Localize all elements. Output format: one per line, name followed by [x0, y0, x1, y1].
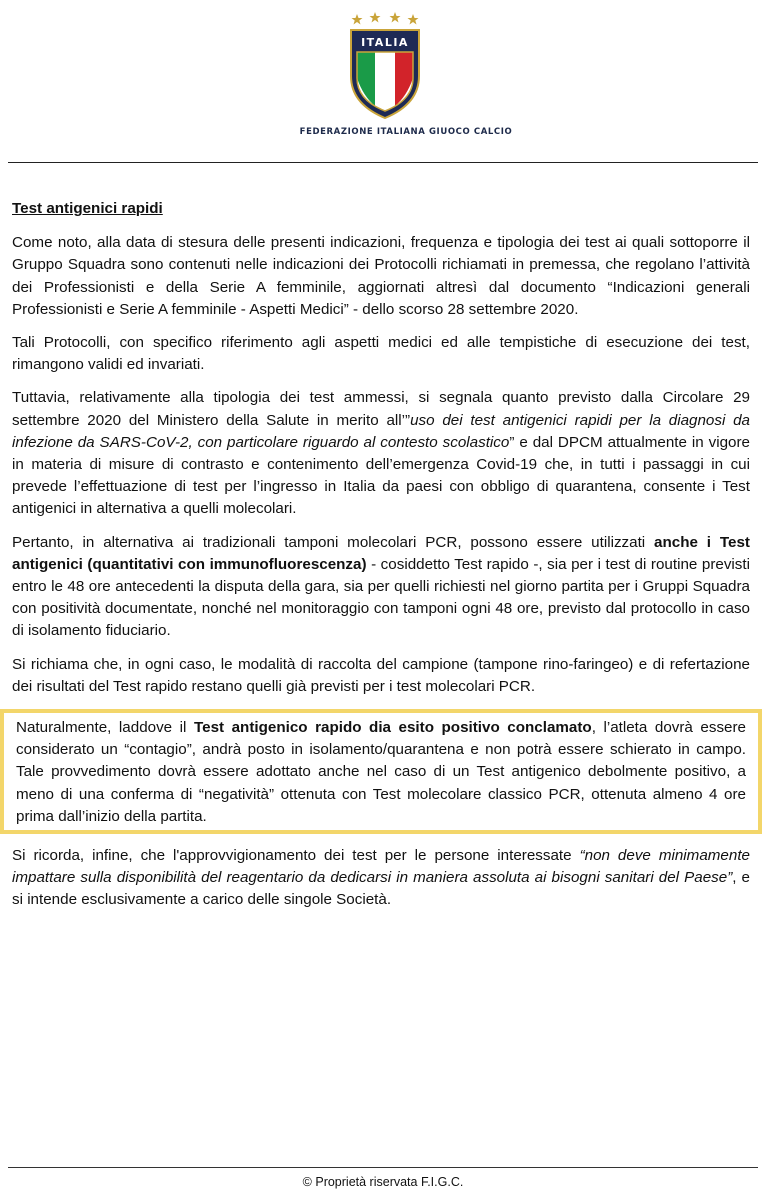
logo-text: ITALIA [361, 36, 409, 49]
paragraph-5: Si richiama che, in ogni caso, le modalità di raccolta del campione (tampone rino-faringeo) e di refertazione dei risultati del Test rapido restano quelli già previsti per i test molecolari PCR. [12, 655, 750, 695]
paragraph-7: Si ricorda, infine, che l'approvvigionamento dei test per le persone interessate “non deve minimamente impattare sulla disponibilità del reagentario da dedicarsi in maniera assoluta ai bisogni sanitari del Paese”, e si intende esclusivamente a carico delle singole Società. [12, 847, 751, 909]
paragraph-6: Naturalmente, laddove il Test antigenico rapido dia esito positivo conclamato, l’atleta dovrà essere considerato un “contagio”, andrà posto in isolamento/quarantena e non potrà essere schierato in campo. Tale provvedimento dovrà essere adottato anche nel caso di un Test antigenico debolmente positivo, a meno di una conferma di “negatività” ottenuta con Test molecolare classico PCR, ottenuta almeno 4 ore prima dall’inizio della partita. [16, 719, 747, 825]
bold-phrase: anche i Test antigenici (quantitativi con immunofluorescenza) [12, 533, 750, 573]
italic-quote: “non deve minimamente impattare sulla disponibilità del reagentario da dedicarsi in maniera assoluta ai bisogni sanitari del Paese” [12, 847, 750, 887]
footer-copyright: © Proprietà riservata F.I.G.C. [302, 1175, 464, 1189]
section-title: Test antigenici rapidi [12, 200, 163, 217]
paragraph-3: Tuttavia, relativamente alla tipologia dei test ammessi, si segnala quanto previsto dalla Circolare 29 settembre 2020 del Ministero della Salute in merito all’”uso dei test antigenici rapidi per la diagnosi da infezione da SARS-CoV-2, con particolare riguardo al contesto scolastico” e dal DPCM attualmente in vigore in materia di misure di contrasto e contenimento dell’emergenza Covid-19 che, in tutti i passaggi in cui prevede l’effettuazione di test per l’ingresso in Italia da paesi con obbligo di quarantena, consente i Test antigenici in alternativa a quelli molecolari. [12, 389, 751, 518]
footer-divider [8, 1167, 758, 1168]
italic-quote: uso dei test antigenici rapidi per la diagnosi da infezione da SARS-CoV-2, con particolare riguardo al contesto scolastico [12, 411, 751, 451]
highlighted-paragraph-box [0, 709, 762, 834]
header-divider [8, 162, 758, 163]
organization-name: FEDERAZIONE ITALIANA GIUOCO CALCIO [299, 127, 513, 137]
figc-logo [345, 8, 425, 120]
document-body [12, 198, 750, 923]
paragraph-4: Pertanto, in alternativa ai tradizionali tamponi molecolari PCR, possono essere utilizzati anche i Test antigenici (quantitativi con immunofluorescenza) - cosiddetto Test rapido -, sia per i test di routine previsti entro le 48 ore antecedenti la disputa della gara, sia per quelli richiesti nel giorno partita per i Gruppi Squadra con positività documentate, nonché nel monitoraggio con tamponi ogni 48 ore, previsto dal protocollo in caso di isolamento fiduciario. [12, 533, 750, 640]
paragraph-1: Come noto, alla data di stesura delle presenti indicazioni, frequenza e tipologia dei test ai quali sottoporre il Gruppo Squadra sono contenuti nelle indicazioni dei Protocolli richiamati in premessa, che regolano l’attività dei Professionisti e della Serie A femminile, aggiornati altresì dal documento “Indicazioni generali Professionisti e Serie A femminile - Aspetti Medici” - dello scorso 28 settembre 2020. [12, 234, 750, 318]
paragraph-2: Tali Protocolli, con specifico riferimento agli aspetti medici ed alle tempistiche di esecuzione dei test, rimangono validi ed invariati. [12, 334, 750, 374]
document-header [0, 0, 766, 165]
bold-phrase: Test antigenico rapido dia esito positivo conclamato [193, 719, 592, 737]
